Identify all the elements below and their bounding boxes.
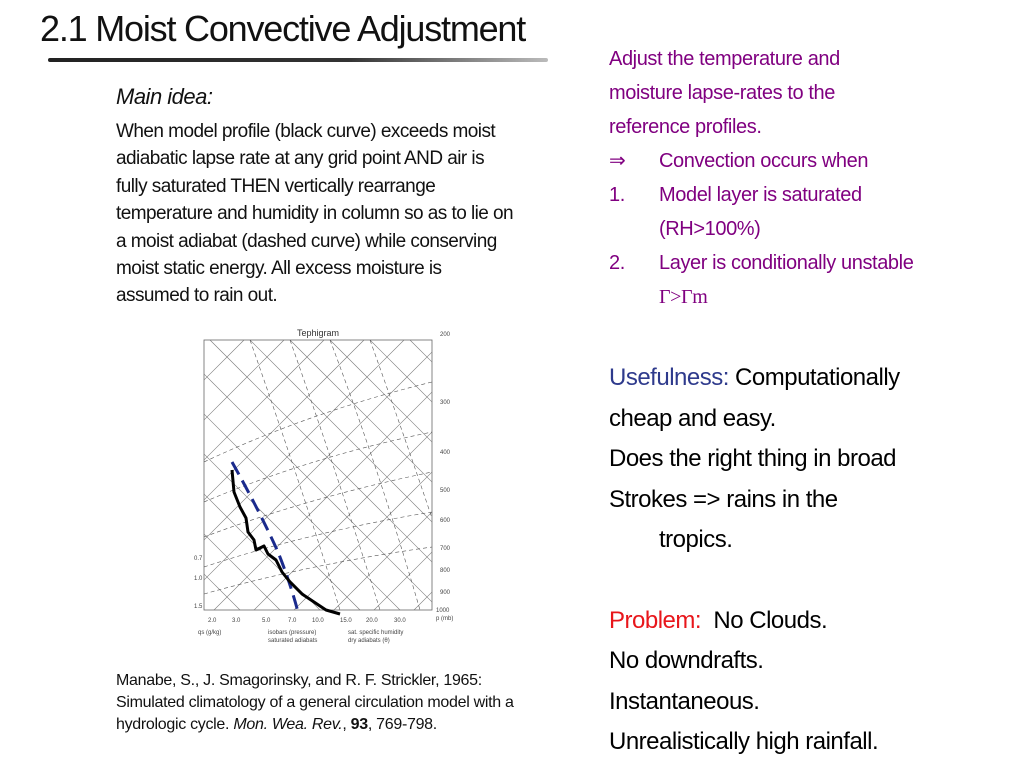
main-idea-line: When model profile (black curve) exceeds moist [116,121,496,142]
lapse-rate-inequality: Γ>Γm [659,286,708,308]
condition-item-2-cont [609,280,1009,314]
intro-line: reference profiles. [609,116,762,138]
qs-label: 3.0 [232,618,241,624]
spacer [609,561,1019,601]
usefulness-label: Usefulness: [609,364,729,391]
implies-arrow-icon: ⇒ [609,150,626,172]
qs-label: 30.0 [394,618,406,624]
pressure-label: 800 [440,568,451,574]
qs-label: 2.0 [208,618,217,624]
moist-adiabat-curve [232,462,298,612]
pressure-label: 1000 [436,608,450,614]
convection-condition [609,144,1009,178]
intro-line: Adjust the temperature and [609,48,840,70]
qs-label: 20.0 [366,618,378,624]
slide-title: 2.1 Moist Convective Adjustment [40,8,526,49]
pressure-label: 400 [440,450,451,456]
item-text: (RH>100%) [659,218,761,240]
problem-line [609,601,1019,642]
usefulness-line-2: cheap and easy. [609,404,776,432]
main-idea-line: assumed to rain out. [116,285,278,307]
problem-item: No downdrafts. [609,647,764,674]
pressure-label: 200 [440,332,451,338]
broad-line-2: Strokes => rains in the [609,485,838,513]
tephigram-title: Tephigram [296,328,340,338]
condition-item-1 [609,178,1009,212]
main-idea-line: adiabatic lapse rate at any grid point AND air is [116,148,485,170]
evaluation-text [609,358,1019,763]
main-idea-line: a moist adiabat (dashed curve) while conserving [116,230,497,252]
usefulness-text: Computationally [728,364,900,391]
qs-unit: qs (g/kg) [198,630,222,636]
pressure-unit: p (mb) [436,616,454,622]
left-label: 1.0 [194,576,203,582]
pressure-label: 600 [440,518,451,524]
citation-line: hydrologic cycle. Mon. Wea. Rev., 93, 769-798. [116,716,437,733]
qs-label: 10.0 [312,618,324,624]
pressure-label: 500 [440,488,451,494]
problem-text: No Clouds. [701,606,828,634]
main-idea-heading: Main idea: [116,84,213,109]
item-number: 1. [609,184,625,206]
left-label: 0.7 [194,556,203,562]
broad-line-3: tropics. [659,526,733,553]
pressure-label: 300 [440,400,451,406]
qs-label: 7.0 [288,618,297,624]
main-idea-line: temperature and humidity in column so as to lie on [116,203,514,225]
main-idea-text [116,118,596,310]
qs-label: 5.0 [262,618,271,624]
problem-item: Unrealistically high rainfall. [609,728,879,755]
citation-line: Manabe, S., J. Smagorinsky, and R. F. Strickler, 1965: [116,672,482,689]
intro-line: moisture lapse-rates to the [609,82,835,104]
pressure-label: 700 [440,546,451,552]
adjustment-description [609,42,1009,314]
item-number: 2. [609,252,625,274]
citation-prefix: hydrologic cycle. [116,716,230,733]
citation-line: Simulated climatology of a general circulation model with a [116,694,514,711]
left-label: 1.5 [194,604,203,610]
legend-specific: sat. specific humidity [348,630,404,636]
main-idea-line: moist static energy. All excess moisture is [116,258,442,280]
citation-pages: , 769-798. [367,716,437,733]
citation-volume: 93 [350,716,368,733]
problem-label: Problem: [609,606,702,634]
citation-journal: Mon. Wea. Rev. [233,716,343,733]
broad-line-1: Does the right thing in broad [609,445,897,472]
legend-isobars: isobars (pressure) [268,630,317,636]
tephigram-figure [190,322,480,652]
legend-dry: dry adiabats (θ) [348,638,390,644]
condition-item-2 [609,246,1009,280]
problem-item: Instantaneous. [609,687,760,715]
legend-saturated: saturated adiabats [268,638,318,644]
item-text: Model layer is saturated [659,184,862,206]
pressure-label: 900 [440,590,451,596]
title-underline [48,58,548,62]
qs-label: 15.0 [340,618,352,624]
condition-item-1-cont [609,212,1009,246]
convection-text: Convection occurs when [659,150,869,172]
usefulness-line [609,358,1019,399]
item-text: Layer is conditionally unstable [659,252,914,274]
main-idea-line: fully saturated THEN vertically rearrange [116,175,436,197]
citation [116,670,586,736]
